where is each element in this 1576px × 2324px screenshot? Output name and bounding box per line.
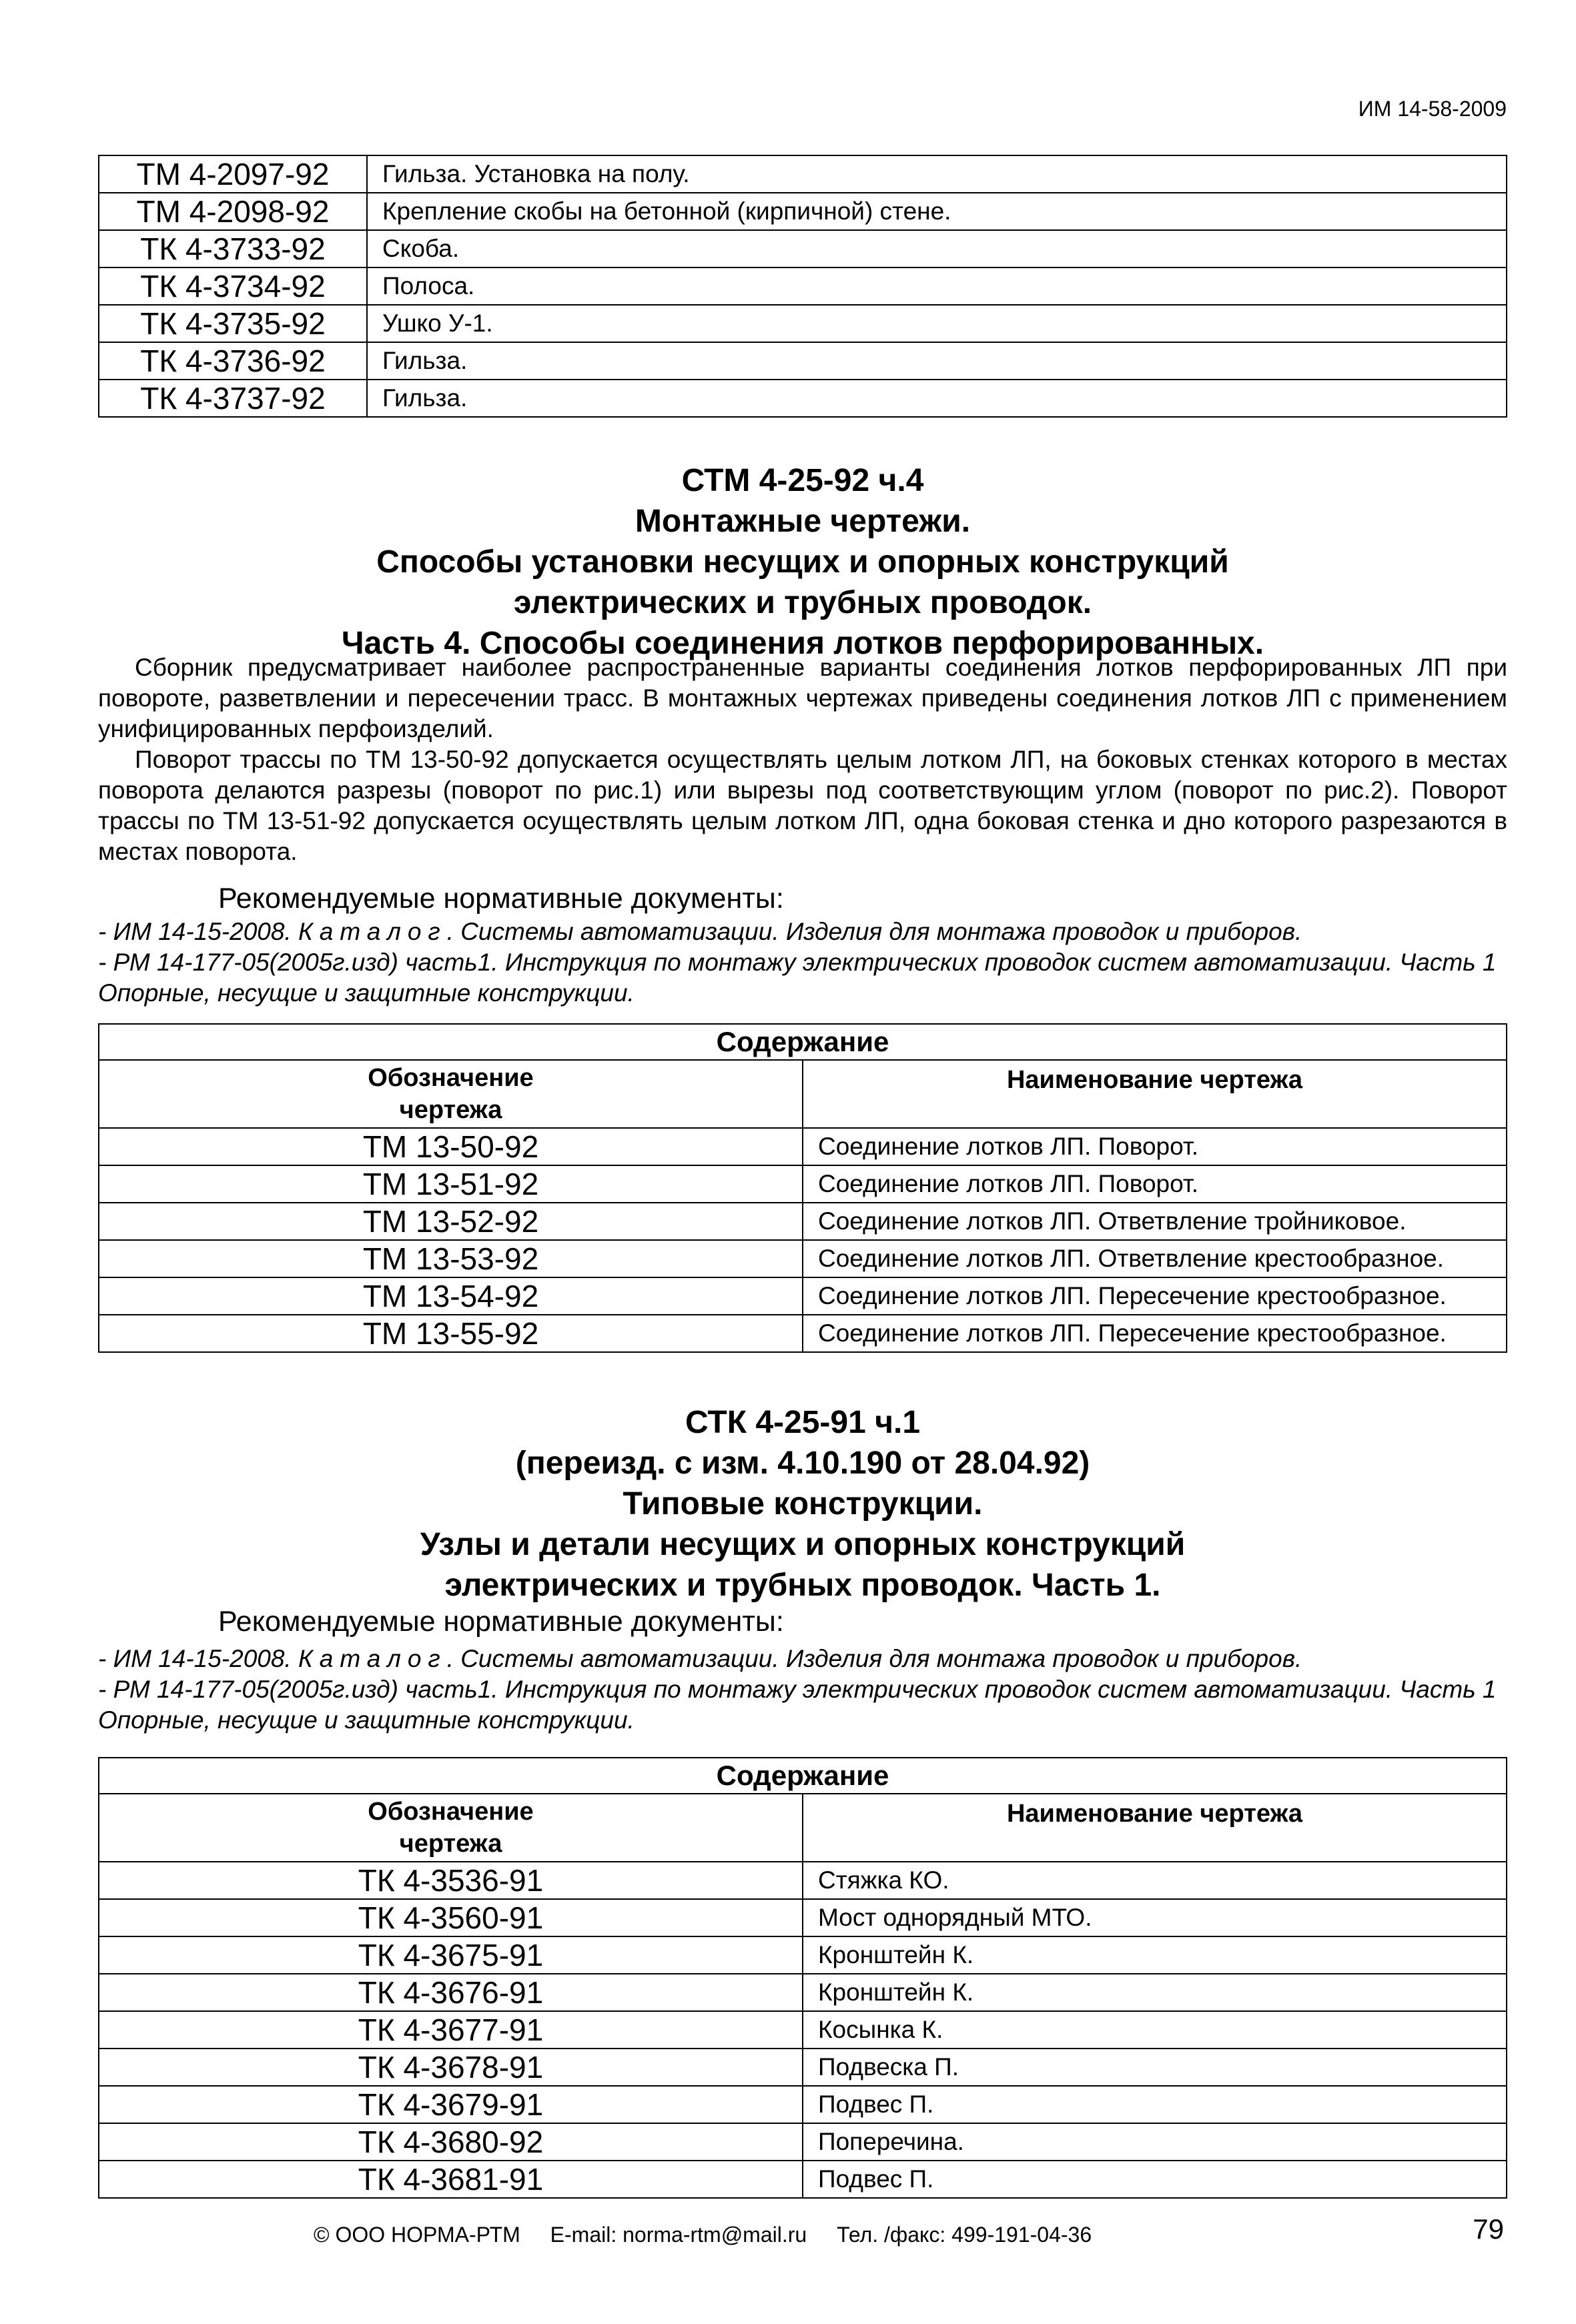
document-header-id: ИМ 14-58-2009: [1358, 97, 1507, 121]
table-row: [99, 1240, 1507, 1277]
drawing-name-cell: Скоба.: [367, 230, 1507, 267]
drawing-name-cell: Соединение лотков ЛП. Пересечение крестообразное.: [803, 1277, 1507, 1315]
drawing-name-cell: Гильза.: [367, 380, 1507, 417]
drawing-code-cell: ТМ 13-53-92: [99, 1240, 803, 1277]
drawing-name-cell: Поперечина.: [803, 2123, 1507, 2161]
table-row: [99, 342, 1507, 380]
drawing-code-cell: ТК 4-3737-92: [99, 380, 367, 417]
section1-paragraph: Сборник предусматривает наиболее распространенные варианты соединения лотков перфорированных ЛП при повороте, разветвлении и пересечении трасс. В монтажных чертежах приведены соединения лотков ЛП с применением унифицированных перфоизделий.: [98, 654, 1507, 742]
drawing-name-cell: Соединение лотков ЛП. Поворот.: [803, 1128, 1507, 1165]
drawing-name-cell: Подвеска П.: [803, 2049, 1507, 2086]
drawing-name-cell: Кронштейн К.: [803, 1936, 1507, 1974]
table-row: [99, 1899, 1507, 1936]
drawing-name-cell: Гильза. Установка на полу.: [367, 155, 1507, 193]
section2-title-line: Узлы и детали несущих и опорных конструкций: [420, 1527, 1186, 1562]
drawing-name-cell: Подвес П.: [803, 2086, 1507, 2123]
section1-title-line: Способы установки несущих и опорных конструкций: [376, 544, 1229, 580]
column-header-name: Наименование чертежа: [803, 1794, 1507, 1862]
table-row: [99, 267, 1507, 305]
top-drawings-table: [98, 155, 1507, 418]
section2-references: [98, 1644, 1507, 1736]
table-row: [99, 2161, 1507, 2198]
drawing-name-cell: Соединение лотков ЛП. Пересечение крестообразное.: [803, 1315, 1507, 1352]
section1-title-line: СТМ 4-25-92 ч.4: [681, 463, 924, 498]
drawing-code-cell: ТК 4-3536-91: [99, 1862, 803, 1899]
contents-caption: Содержание: [99, 1024, 1507, 1060]
section1-reference-2: - РМ 14-177-05(2005г.изд) часть1. Инструкция по монтажу электрических проводок систем автоматизации. Часть 1 Опорные, несущие и защитные конструкции.: [98, 949, 1497, 1007]
section2-recommended-label: Рекомендуемые нормативные документы:: [218, 1606, 784, 1638]
drawing-name-cell: Косынка К.: [803, 2011, 1507, 2049]
drawing-name-cell: Соединение лотков ЛП. Поворот.: [803, 1165, 1507, 1203]
drawing-code-cell: ТМ 4-2098-92: [99, 193, 367, 230]
section2-title-line: Типовые конструкции.: [623, 1486, 983, 1522]
drawing-code-cell: ТК 4-3736-92: [99, 342, 367, 380]
footer-email: E-mail: norma-rtm@mail.ru: [550, 2223, 807, 2247]
table-row: [99, 2086, 1507, 2123]
drawing-code-cell: ТК 4-3734-92: [99, 267, 367, 305]
page-number: 79: [1473, 2213, 1504, 2245]
section1-contents-table: [98, 1023, 1507, 1353]
table-row: [99, 155, 1507, 193]
section1-description: [98, 652, 1507, 867]
table-row: [99, 2123, 1507, 2161]
section1-recommended-label: Рекомендуемые нормативные документы:: [218, 883, 784, 915]
section1-title-line: Монтажные чертежи.: [635, 504, 971, 539]
drawing-code-cell: ТК 4-3677-91: [99, 2011, 803, 2049]
drawing-code-cell: ТМ 13-54-92: [99, 1277, 803, 1315]
section2-title: [98, 1402, 1507, 1606]
table-row: [99, 1936, 1507, 1974]
column-header-name: Наименование чертежа: [803, 1060, 1507, 1128]
drawing-code-cell: ТК 4-3681-91: [99, 2161, 803, 2198]
table-row: [99, 2011, 1507, 2049]
drawing-code-cell: ТМ 13-52-92: [99, 1203, 803, 1240]
drawing-name-cell: Ушко У-1.: [367, 305, 1507, 342]
table-row: [99, 380, 1507, 417]
drawing-name-cell: Кронштейн К.: [803, 1974, 1507, 2011]
footer-company: © ООО НОРМА-РТМ: [314, 2223, 520, 2247]
table-row: [99, 193, 1507, 230]
drawing-code-cell: ТК 4-3676-91: [99, 1974, 803, 2011]
drawing-code-cell: ТК 4-3678-91: [99, 2049, 803, 2086]
table-row: [99, 1203, 1507, 1240]
section2-title-line: (переизд. с изм. 4.10.190 от 28.04.92): [515, 1445, 1090, 1481]
table-row: [99, 1974, 1507, 2011]
section2-contents-table: [98, 1757, 1507, 2199]
drawing-code-cell: ТМ 13-50-92: [99, 1128, 803, 1165]
drawing-code-cell: ТМ 4-2097-92: [99, 155, 367, 193]
drawing-name-cell: Мост однорядный МТО.: [803, 1899, 1507, 1936]
section2-reference-2: - РМ 14-177-05(2005г.изд) часть1. Инструкция по монтажу электрических проводок систем автоматизации. Часть 1 Опорные, несущие и защитные конструкции.: [98, 1676, 1497, 1734]
table-row: [99, 1165, 1507, 1203]
table-row: [99, 230, 1507, 267]
drawing-name-cell: Полоса.: [367, 267, 1507, 305]
section1-references: [98, 917, 1507, 1009]
section1-title-line: электрических и трубных проводок.: [513, 585, 1092, 620]
drawing-code-cell: ТК 4-3679-91: [99, 2086, 803, 2123]
drawing-code-cell: ТК 4-3680-92: [99, 2123, 803, 2161]
drawing-code-cell: ТК 4-3733-92: [99, 230, 367, 267]
table-row: [99, 2049, 1507, 2086]
drawing-name-cell: Крепление скобы на бетонной (кирпичной) стене.: [367, 193, 1507, 230]
drawing-name-cell: Соединение лотков ЛП. Ответвление тройниковое.: [803, 1203, 1507, 1240]
drawing-name-cell: Стяжка КО.: [803, 1862, 1507, 1899]
column-header-designation: Обозначение чертежа: [99, 1794, 803, 1862]
drawing-code-cell: ТК 4-3675-91: [99, 1936, 803, 1974]
section2-reference-1: - ИМ 14-15-2008. Каталог. Системы автоматизации. Изделия для монтажа проводок и приборов.: [98, 1645, 1302, 1672]
section1-reference-1: - ИМ 14-15-2008. Каталог. Системы автоматизации. Изделия для монтажа проводок и приборов.: [98, 918, 1302, 945]
section1-title-line: Часть 4. Способы соединения лотков перфорированных.: [341, 626, 1264, 661]
drawing-code-cell: ТК 4-3560-91: [99, 1899, 803, 1936]
drawing-name-cell: Соединение лотков ЛП. Ответвление крестообразное.: [803, 1240, 1507, 1277]
table-row: [99, 1128, 1507, 1165]
drawing-name-cell: Подвес П.: [803, 2161, 1507, 2198]
table-row: [99, 1315, 1507, 1352]
drawing-code-cell: ТМ 13-51-92: [99, 1165, 803, 1203]
section2-title-line: СТК 4-25-91 ч.1: [685, 1405, 921, 1440]
section1-title: [98, 460, 1507, 664]
section1-paragraph: Поворот трассы по ТМ 13-50-92 допускается осуществлять целым лотком ЛП, на боковых стенках которого в местах поворота делаются разрезы (поворот по рис.1) или вырезы под соответствующим углом (поворот по рис.2). Поворот трассы по ТМ 13-51-92 допускается осуществлять целым лотком ЛП, одна боковая стенка и дно которого разрезаются в местах поворота.: [98, 746, 1507, 865]
table-row: [99, 1862, 1507, 1899]
contents-caption: Содержание: [99, 1758, 1507, 1794]
drawing-code-cell: ТК 4-3735-92: [99, 305, 367, 342]
drawing-code-cell: ТМ 13-55-92: [99, 1315, 803, 1352]
table-row: [99, 1277, 1507, 1315]
table-row: [99, 305, 1507, 342]
page-footer: [314, 2223, 1116, 2247]
drawing-name-cell: Гильза.: [367, 342, 1507, 380]
section2-title-line: электрических и трубных проводок. Часть 1.: [444, 1568, 1161, 1603]
column-header-designation: Обозначение чертежа: [99, 1060, 803, 1128]
footer-phone: Тел. /факс: 499-191-04-36: [837, 2223, 1092, 2247]
